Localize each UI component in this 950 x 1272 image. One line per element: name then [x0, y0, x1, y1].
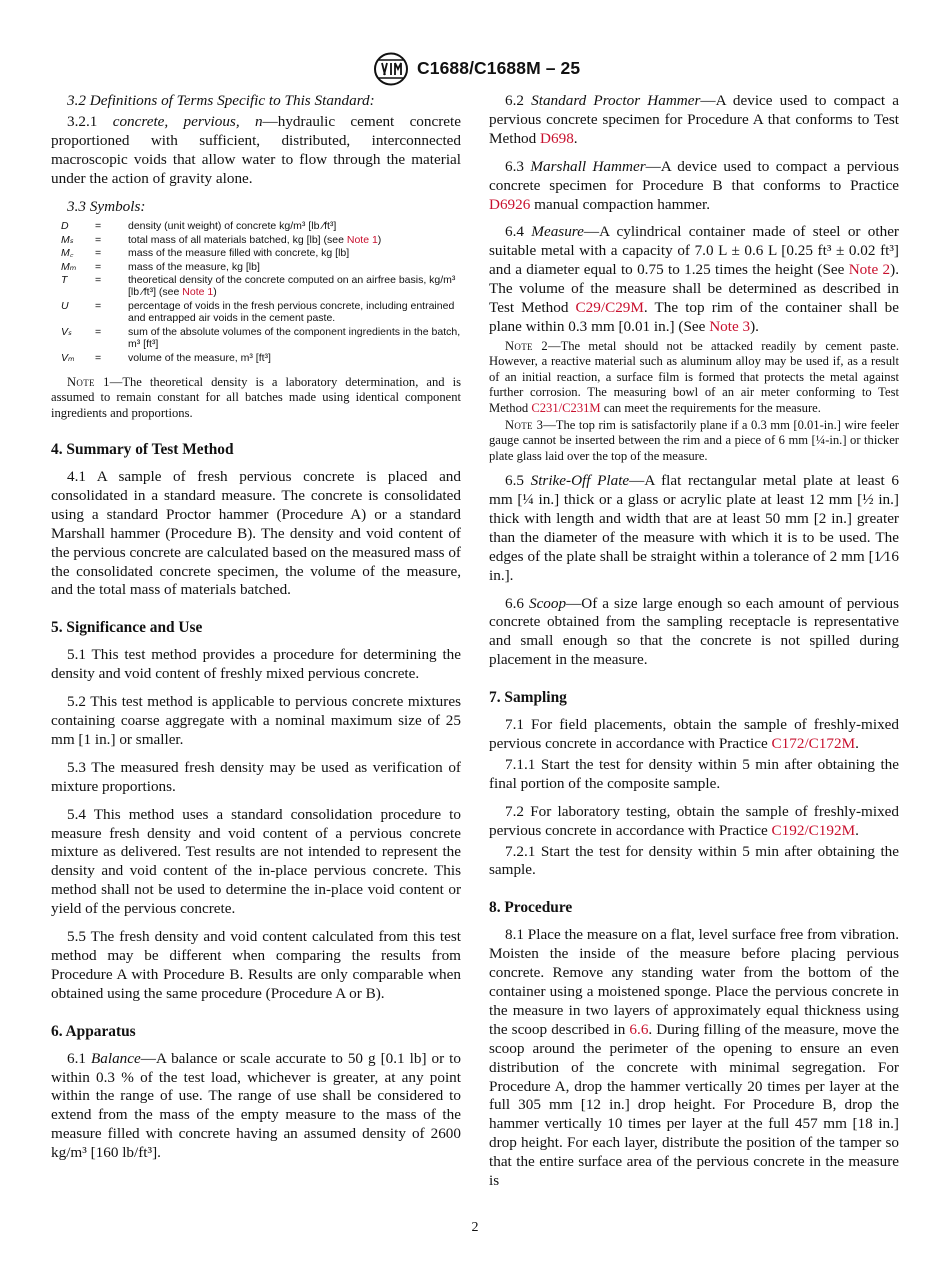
symbol-definition: theoretical density of the concrete computed on an airfree basis, kg/m³ [lb ⁄ft³] (see Note 1)	[128, 274, 456, 299]
symbol-definition: volume of the measure, m³ [ft³]	[128, 351, 271, 364]
para-5-2: 5.2 This test method is applicable to pervious concrete mixtures containing coarse aggregate with a nominal maximum size of 25 mm [1 in.] or smaller.	[51, 693, 461, 748]
symbol: U	[61, 299, 69, 312]
symbol-row	[61, 300, 461, 326]
symbol: T	[61, 274, 68, 287]
ref-c192-link[interactable]: C192/C192M	[771, 821, 856, 839]
para-6-6: 6.6 Scoop—Of a size large enough so each amount of pervious concrete obtained from the sampling receptacle is representative and small enough so that the concrete is not spilled during placement in the measure.	[489, 594, 900, 669]
section-4-heading: 4. Summary of Test Method	[51, 441, 234, 459]
symbol-row	[61, 352, 461, 365]
symbol-row	[61, 274, 461, 300]
para-5-1: 5.1 This test method provides a procedure for determining the density and void content of freshly mixed pervious concrete.	[51, 646, 461, 683]
equals-sign: =	[95, 325, 102, 338]
note-1: Note 1—The theoretical density is a laboratory determination, and is assumed to remain constant for all batches made using identical component ingredients and proportions.	[51, 374, 461, 420]
equals-sign: =	[95, 351, 102, 364]
symbol-row	[61, 247, 461, 260]
ref-note-1-link[interactable]: Note 1	[346, 233, 378, 246]
symbols-table	[61, 220, 461, 364]
note-2: Note 2—The metal should not be attacked readily by cement paste. However, a reactive material such as aluminum alloy may be used if, as a result of an initial reaction, a surface film is formed that protects the metal against further corrosion. The measuring bowl of an air meter conforming to Test Method C231/C231M can meet the requirements for the measure.	[489, 338, 899, 415]
para-6-2: 6.2 Standard Proctor Hammer—A device used to compact a pervious concrete specimen for Procedure A that conforms to Test Method D698.	[489, 92, 899, 147]
equals-sign: =	[95, 299, 102, 312]
symbol-definition: mass of the measure, kg [lb]	[128, 260, 260, 273]
section-3-2-1: 3.2.1 concrete, pervious, n—hydraulic cement concrete proportioned with sufficient, distributed, interconnected macroscopic voids that allow water to flow through the material under the action of gravity alone.	[51, 112, 461, 187]
ref-note-3-link[interactable]: Note 3	[709, 317, 751, 335]
para-6-3: 6.3 Marshall Hammer—A device used to compact a pervious concrete specimen for Procedure B that conforms to Practice D6926 manual compaction hammer.	[489, 157, 900, 213]
ref-note-1-link[interactable]: Note 1	[182, 286, 214, 299]
para-5-5: 5.5 The fresh density and void content calculated from this test method may be different when comparing the results from Procedure A with Procedure B. Results are only comparable when obtained using the same procedure (Procedure A or B).	[51, 928, 461, 1002]
ref-c172-link[interactable]: C172/C172M	[771, 735, 856, 752]
right-column	[489, 92, 899, 1200]
symbol: Mₛ	[61, 233, 74, 246]
ref-c231-link[interactable]: C231/C231M	[531, 400, 601, 415]
page-header	[0, 52, 950, 88]
symbol-definition: mass of the measure filled with concrete, kg [lb]	[128, 247, 350, 260]
para-7-1-1: 7.1.1 Start the test for density within 5 min after obtaining the final portion of the composite sample.	[489, 755, 899, 792]
symbol: M꜀	[61, 247, 74, 260]
section-3-3-heading: 3.3 Symbols:	[67, 197, 146, 215]
symbol-row	[61, 220, 461, 233]
para-6-1: 6.1 Balance—A balance or scale accurate to 50 g [0.1 lb] or to within 0.3 % of the test load, whichever is greater, at any point within the range of use. The range of use shall be considered to extend from the mass of the empty measure to the mass of the measure filled with concrete having an assumed density of 2600 kg/m³ [160 lb/ft³].	[51, 1049, 461, 1162]
para-7-1: 7.1 For field placements, obtain the sample of freshly-mixed pervious concrete in accordance with Practice C172/C172M.	[489, 716, 899, 752]
symbol-row	[61, 234, 461, 247]
para-5-4: 5.4 This method uses a standard consolidation procedure to measure fresh density and void content of a pervious concrete mixture as delivered. Test results are not intended to represent the density and void content of the in-place pervious concrete. This method shall not be used to determine the in-place void content or yield of the pervious concrete.	[51, 805, 461, 918]
equals-sign: =	[95, 247, 102, 260]
symbol-definition: sum of the absolute volumes of the component ingredients in the batch, m³ [ft³]	[128, 325, 461, 351]
para-4-1: 4.1 A sample of fresh pervious concrete is placed and consolidated in a standard measure. The concrete is consolidated using a standard Proctor hammer (Procedure A) or a standard Marshall hammer (Procedure B). The density and void content of the pervious concrete are calculated based on the measured mass of the consolidated concrete specimen, the volume of the measure, and the total mass of materials batched.	[51, 468, 461, 599]
para-6-5: 6.5 Strike-Off Plate—A flat rectangular metal plate at least 6 mm [¼ in.] thick or a glass or acrylic plate at least 12 mm [½ in.] thick with length and width that are at least 50 mm [2 in.] greater than the diameter of the measure with which it is to be used. The edges of the plate shall be straight within a tolerance of 2 mm [1⁄16 in.].	[489, 472, 899, 584]
astm-logo-icon	[372, 52, 410, 86]
equals-sign: =	[95, 220, 102, 233]
equals-sign: =	[95, 260, 102, 273]
ref-c29-link[interactable]: C29/C29M	[575, 299, 644, 317]
symbol-row	[61, 326, 461, 352]
section-7-heading: 7. Sampling	[489, 689, 567, 707]
document-designation: C1688/C1688M – 25	[417, 58, 581, 78]
note-3: Note 3—The top rim is satisfactorily plane if a 0.3 mm [0.01-in.] wire feeler gauge cannot be inserted between the rim and a piece of 6 mm [¼-in.] or thicker plate glass laid over the top of the measure.	[489, 417, 899, 463]
section-3-2-heading: 3.2 Definitions of Terms Specific to This Standard:	[67, 92, 375, 109]
section-5-heading: 5. Significance and Use	[51, 619, 203, 637]
para-6-4: 6.4 Measure—A cylindrical container made of steel or other suitable metal with a capacity of 7.0 L ± 0.6 L [0.25 ft³ ± 0.02 ft³] and a diameter equal to 0.75 to 1.25 times the height (See Note 2). The volume of the measure shall be determined as described in Test Method C29/C29M. The top rim of the container shall be plane within 0.3 mm [0.01 in.] (See Note 3).	[489, 223, 899, 335]
para-7-2-1: 7.2.1 Start the test for density within 5 min after obtaining the sample.	[489, 842, 899, 879]
symbol: Vₛ	[61, 325, 72, 338]
equals-sign: =	[95, 274, 102, 287]
para-5-3: 5.3 The measured fresh density may be used as verification of mixture proportions.	[51, 758, 461, 795]
symbol: Mₘ	[61, 260, 77, 273]
ref-note-2-link[interactable]: Note 2	[848, 261, 891, 279]
ref-6-6-link[interactable]: 6.6	[629, 1020, 649, 1038]
section-6-heading: 6. Apparatus	[51, 1022, 136, 1040]
symbol-definition: percentage of voids in the fresh pervious concrete, including entrained and entrapped air voids in the cement paste.	[128, 299, 455, 325]
ref-d6926-link[interactable]: D6926	[489, 195, 531, 213]
ref-d698-link[interactable]: D698	[540, 129, 574, 147]
page-number: 2	[471, 1220, 479, 1235]
para-7-2: 7.2 For laboratory testing, obtain the sample of freshly-mixed pervious concrete in accordance with Practice C192/C192M.	[489, 802, 899, 839]
equals-sign: =	[95, 233, 102, 246]
symbol-definition: density (unit weight) of concrete kg/m³ [lb ⁄ft³]	[128, 220, 337, 233]
section-8-heading: 8. Procedure	[489, 899, 573, 917]
symbol-row	[61, 261, 461, 274]
left-column	[51, 92, 461, 1172]
para-8-1: 8.1 Place the measure on a flat, level surface free from vibration. Moisten the inside of the measure before placing pervious concrete. Remove any standing water from the bottom of the container using a moistened sponge. Place the pervious concrete in the measure in two layers of approximately equal thickness using the scoop described in 6.6. During filling of the measure, move the scoop around the perimeter of the opening to ensure an even distribution of the concrete with minimal segregation. For Procedure A, drop the hammer vertically 20 times per layer at the full 305 mm [12 in.] drop height. For Procedure B, drop the hammer vertically 10 times per layer at the full 457 mm [18 in.] drop height. For each layer, distribute the position of the tamper so that the entire surface area of the pervious concrete in the measure is	[489, 926, 899, 1190]
symbol: Vₘ	[61, 351, 75, 364]
symbol-definition: total mass of all materials batched, kg [lb] (see Note 1)	[128, 233, 382, 246]
symbol: D	[61, 220, 69, 233]
